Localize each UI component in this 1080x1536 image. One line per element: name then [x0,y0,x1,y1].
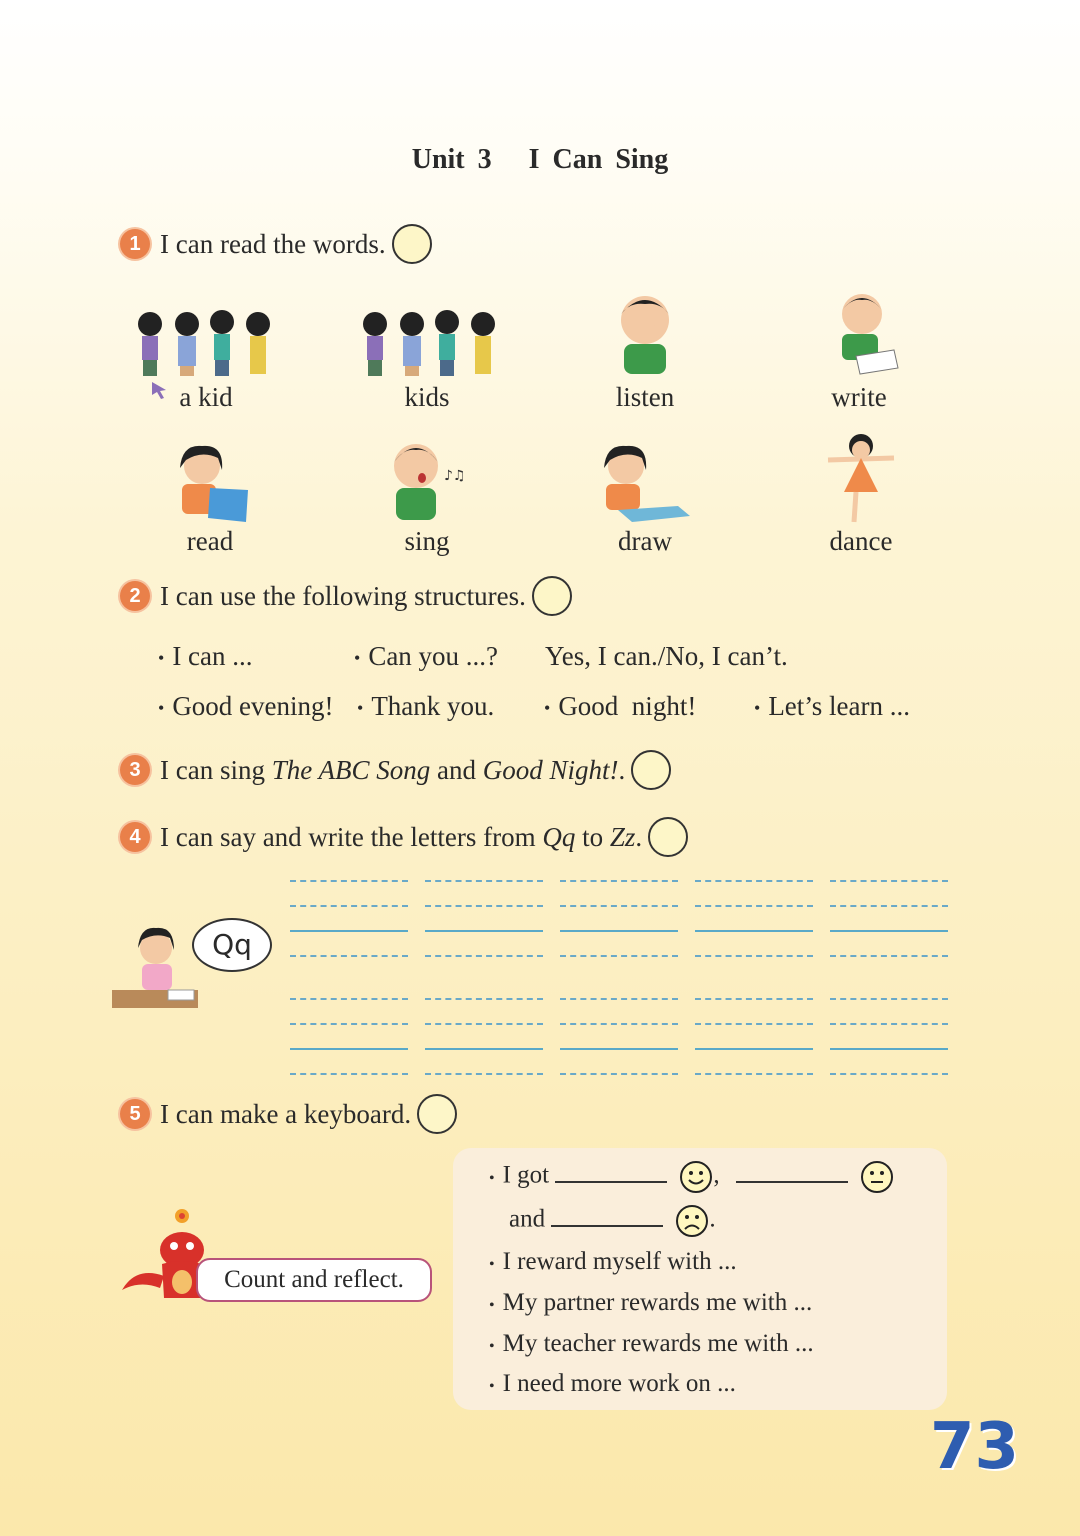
section-number: 3 [120,755,150,785]
count-and-reflect-label: Count and reflect. [196,1258,432,1302]
structure-item: • Thank you. [357,691,495,721]
reflect-item: • My teacher rewards me with ... [489,1330,814,1357]
draw-illustration [598,444,694,524]
section-3 [120,750,671,790]
word-listen: listen [615,382,675,412]
blank-neutral[interactable] [736,1161,848,1183]
structure-item: • Can you ...? [354,641,499,671]
word-draw: draw [618,526,672,556]
section-text: I can use the following structures. [160,580,526,611]
section-text: I can say and write the letters from Qq to Zz. [160,821,643,852]
reflect-got-line: • I got , [489,1160,894,1194]
section-number: 1 [120,229,150,259]
kids-group-illustration [130,306,280,386]
reflect-item: • I need more work on ... [489,1370,736,1397]
svg-text:♪♫: ♪♫ [444,468,466,484]
check-circle[interactable] [532,576,572,616]
reflection-box [453,1148,947,1410]
check-circle[interactable] [417,1094,457,1134]
word-kids: kids [404,382,450,412]
structure-item: • I can ... [158,641,253,671]
structure-item: • Let’s learn ... [754,691,911,721]
section-number: 4 [120,822,150,852]
check-circle[interactable] [631,750,671,790]
reflect-item: • I reward myself with ... [489,1248,737,1275]
blank-sad[interactable] [551,1205,663,1227]
structure-item: • Good evening! [158,691,334,721]
section-number: 5 [120,1099,150,1129]
word-a-kid: a kid [179,382,233,412]
page-title [0,144,1080,176]
page-number-text: 73 [930,1410,1020,1484]
section-text: I can sing The ABC Song and Good Night!. [160,754,626,785]
listen-illustration [610,290,680,376]
reflect-and-line: and . [509,1204,716,1238]
girl-writing-illustration [112,920,208,1012]
read-illustration [172,444,252,524]
section-2 [120,576,572,616]
section-text: I can make a keyboard. [160,1098,412,1129]
word-dance: dance [829,526,893,556]
section-number: 2 [120,581,150,611]
check-circle[interactable] [392,224,432,264]
sad-face-icon [675,1204,709,1238]
write-illustration [826,290,900,376]
kids-illustration [355,306,505,386]
word-sing: sing [404,526,450,556]
section-4 [120,817,688,857]
unit-number: Unit 3 [411,144,492,175]
unit-name: I Can Sing [528,144,669,175]
sing-illustration [388,438,468,524]
reflect-item: • My partner rewards me with ... [489,1289,813,1316]
section-5 [120,1094,457,1134]
section-text: I can read the words. [160,228,386,259]
section-1 [120,224,432,264]
neutral-face-icon [860,1160,894,1194]
happy-face-icon [679,1160,713,1194]
dance-illustration [826,430,896,526]
word-read: read [186,526,234,556]
speech-bubble: Qq [192,918,272,972]
check-circle[interactable] [648,817,688,857]
structure-item: • Good night! [544,691,697,721]
blank-happy[interactable] [555,1161,667,1183]
word-write: write [831,382,887,412]
structure-item: Yes, I can./No, I can’t. [545,641,788,671]
page-number [930,1410,1019,1484]
